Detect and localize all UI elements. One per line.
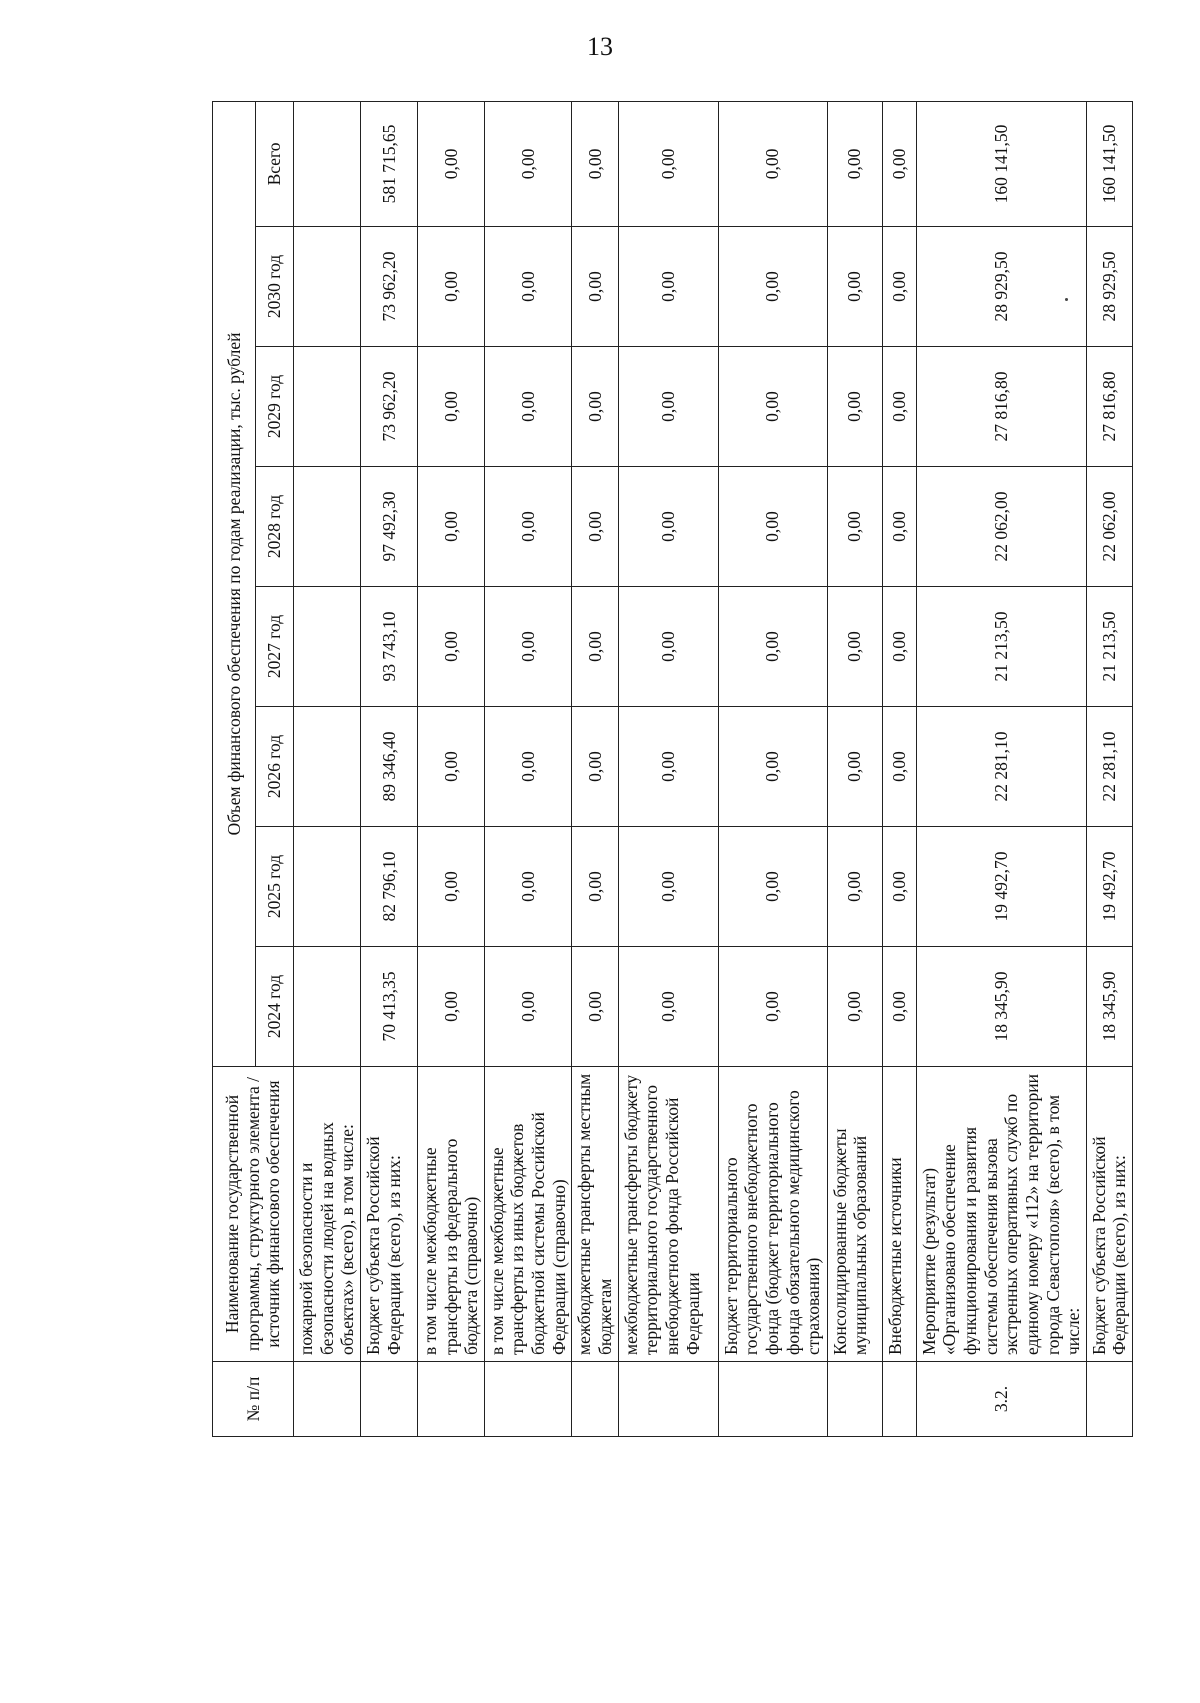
row-value: 0,00 <box>718 707 827 827</box>
row-value: 22 281,10 <box>916 707 1086 827</box>
row-value: 0,00 <box>882 467 916 587</box>
row-value: 0,00 <box>827 827 882 947</box>
row-name: Бюджет территориального государственного внебюджетного фонда (бюджет территориального фонда обязательного медицинского страхования) <box>718 1067 827 1362</box>
row-value: 0,00 <box>618 827 718 947</box>
row-value: 18 345,90 <box>1086 947 1132 1067</box>
row-value: 0,00 <box>718 227 827 347</box>
row-number <box>484 1362 572 1437</box>
row-number <box>417 1362 484 1437</box>
row-name: Консолидированные бюджеты муниципальных образований <box>827 1067 882 1362</box>
row-value: 0,00 <box>718 587 827 707</box>
row-value: 0,00 <box>417 227 484 347</box>
row-name: Бюджет субъекта Российской Федерации (всего), из них: <box>360 1067 417 1362</box>
row-number <box>718 1362 827 1437</box>
header-name: Наименование государственной программы, структурного элемента / источник финансового обеспечения <box>213 1067 294 1362</box>
rotated-table-container <box>212 102 1130 1437</box>
row-value: 160 141,50 <box>916 101 1086 226</box>
row-value: 0,00 <box>572 467 618 587</box>
row-value <box>294 827 361 947</box>
table-row <box>882 101 916 1436</box>
table-row <box>1086 101 1132 1436</box>
row-value: 0,00 <box>484 467 572 587</box>
row-value: 160 141,50 <box>1086 101 1132 226</box>
row-value <box>294 467 361 587</box>
row-value: 0,00 <box>484 227 572 347</box>
row-value: 0,00 <box>484 827 572 947</box>
table-row <box>417 101 484 1436</box>
row-value <box>294 947 361 1067</box>
row-value: 28 929,50 <box>916 227 1086 347</box>
row-value: 0,00 <box>718 467 827 587</box>
row-value: 0,00 <box>827 587 882 707</box>
row-value: 21 213,50 <box>1086 587 1132 707</box>
row-value: 0,00 <box>618 347 718 467</box>
row-value: 0,00 <box>417 947 484 1067</box>
row-value: 0,00 <box>618 227 718 347</box>
table-row <box>572 101 618 1436</box>
header-year: 2026 год <box>256 707 294 827</box>
row-value: 0,00 <box>417 467 484 587</box>
row-value: 89 346,40 <box>360 707 417 827</box>
header-year: 2027 год <box>256 587 294 707</box>
row-value: 0,00 <box>882 347 916 467</box>
row-number <box>572 1362 618 1437</box>
row-value: 0,00 <box>827 227 882 347</box>
row-value: 73 962,20 <box>360 227 417 347</box>
row-value: 0,00 <box>618 101 718 226</box>
row-value: 0,00 <box>484 947 572 1067</box>
row-value: 19 492,70 <box>916 827 1086 947</box>
row-name: межбюджетные трансферты местным бюджетам <box>572 1067 618 1362</box>
row-value: 0,00 <box>484 587 572 707</box>
row-value: 0,00 <box>572 947 618 1067</box>
row-number <box>618 1362 718 1437</box>
row-name: в том числе межбюджетные трансферты из иных бюджетов бюджетной системы Российской Федерации (справочно) <box>484 1067 572 1362</box>
row-value: 0,00 <box>882 227 916 347</box>
row-name: пожарной безопасности и безопасности людей на водных объектах» (всего), в том числе: <box>294 1067 361 1362</box>
row-value: 0,00 <box>572 227 618 347</box>
row-value: 0,00 <box>827 707 882 827</box>
row-value: 22 281,10 <box>1086 707 1132 827</box>
header-year: 2030 год <box>256 227 294 347</box>
row-number <box>294 1362 361 1437</box>
row-value: 0,00 <box>417 707 484 827</box>
row-value: 97 492,30 <box>360 467 417 587</box>
row-number <box>360 1362 417 1437</box>
row-value: 18 345,90 <box>916 947 1086 1067</box>
page-number: 13 <box>587 32 613 61</box>
row-value: 0,00 <box>572 707 618 827</box>
row-value <box>294 347 361 467</box>
row-value: 27 816,80 <box>1086 347 1132 467</box>
header-year: 2029 год <box>256 347 294 467</box>
row-name: в том числе межбюджетные трансферты из федерального бюджета (справочно) <box>417 1067 484 1362</box>
row-value: 93 743,10 <box>360 587 417 707</box>
row-value: 27 816,80 <box>916 347 1086 467</box>
row-value <box>294 707 361 827</box>
row-value: 19 492,70 <box>1086 827 1132 947</box>
row-value: 70 413,35 <box>360 947 417 1067</box>
row-value: 0,00 <box>417 587 484 707</box>
row-value: 0,00 <box>718 101 827 226</box>
row-value: 73 962,20 <box>360 347 417 467</box>
row-value <box>294 227 361 347</box>
table-row <box>916 101 1086 1436</box>
row-value: 0,00 <box>718 947 827 1067</box>
row-value: 82 796,10 <box>360 827 417 947</box>
row-value: 0,00 <box>718 347 827 467</box>
row-value: 0,00 <box>417 101 484 226</box>
row-value: 22 062,00 <box>1086 467 1132 587</box>
row-name: Бюджет субъекта Российской Федерации (всего), из них: <box>1086 1067 1132 1362</box>
header-year: 2025 год <box>256 827 294 947</box>
row-value: 0,00 <box>882 947 916 1067</box>
scan-speck <box>1065 298 1068 301</box>
row-value: 0,00 <box>882 827 916 947</box>
row-value: 581 715,65 <box>360 101 417 226</box>
header-year: 2024 год <box>256 947 294 1067</box>
row-value: 0,00 <box>572 587 618 707</box>
header-year: 2028 год <box>256 467 294 587</box>
row-value: 0,00 <box>484 101 572 226</box>
row-name: Внебюджетные источники <box>882 1067 916 1362</box>
row-number <box>827 1362 882 1437</box>
row-value: 0,00 <box>827 467 882 587</box>
row-value: 0,00 <box>572 347 618 467</box>
table-row <box>294 101 361 1436</box>
header-year: Всего <box>256 101 294 226</box>
row-value: 28 929,50 <box>1086 227 1132 347</box>
table-row <box>484 101 572 1436</box>
row-number <box>1086 1362 1132 1437</box>
row-value: 0,00 <box>827 947 882 1067</box>
row-value: 0,00 <box>417 347 484 467</box>
funding-table <box>212 101 1133 1437</box>
table-row <box>718 101 827 1436</box>
row-value: 0,00 <box>572 827 618 947</box>
header-group: Объем финансового обеспечения по годам реализации, тыс. рублей <box>213 101 256 1066</box>
row-value <box>294 101 361 226</box>
row-value: 22 062,00 <box>916 467 1086 587</box>
row-value: 0,00 <box>618 587 718 707</box>
table-row <box>618 101 718 1436</box>
row-value <box>294 587 361 707</box>
row-value: 0,00 <box>484 347 572 467</box>
row-value: 0,00 <box>827 347 882 467</box>
row-value: 0,00 <box>618 947 718 1067</box>
header-num: № п/п <box>213 1362 294 1437</box>
row-value: 0,00 <box>417 827 484 947</box>
row-number <box>882 1362 916 1437</box>
table-row <box>360 101 417 1436</box>
row-value: 21 213,50 <box>916 587 1086 707</box>
row-value: 0,00 <box>827 101 882 226</box>
row-value: 0,00 <box>618 467 718 587</box>
table-row <box>827 101 882 1436</box>
row-value: 0,00 <box>618 707 718 827</box>
row-value: 0,00 <box>882 587 916 707</box>
row-name: межбюджетные трансферты бюджету территориального государственного внебюджетного фонда Российской Федерации <box>618 1067 718 1362</box>
row-value: 0,00 <box>572 101 618 226</box>
row-value: 0,00 <box>718 827 827 947</box>
row-value: 0,00 <box>882 707 916 827</box>
row-value: 0,00 <box>882 101 916 226</box>
row-number: 3.2. <box>916 1362 1086 1437</box>
row-name: Мероприятие (результат) «Организовано обеспечение функционирования и развития системы обеспечения вызова экстренных оперативных служб по единому номеру «112» на территории города Севастополя» (всего), в том числе: <box>916 1067 1086 1362</box>
row-value: 0,00 <box>484 707 572 827</box>
